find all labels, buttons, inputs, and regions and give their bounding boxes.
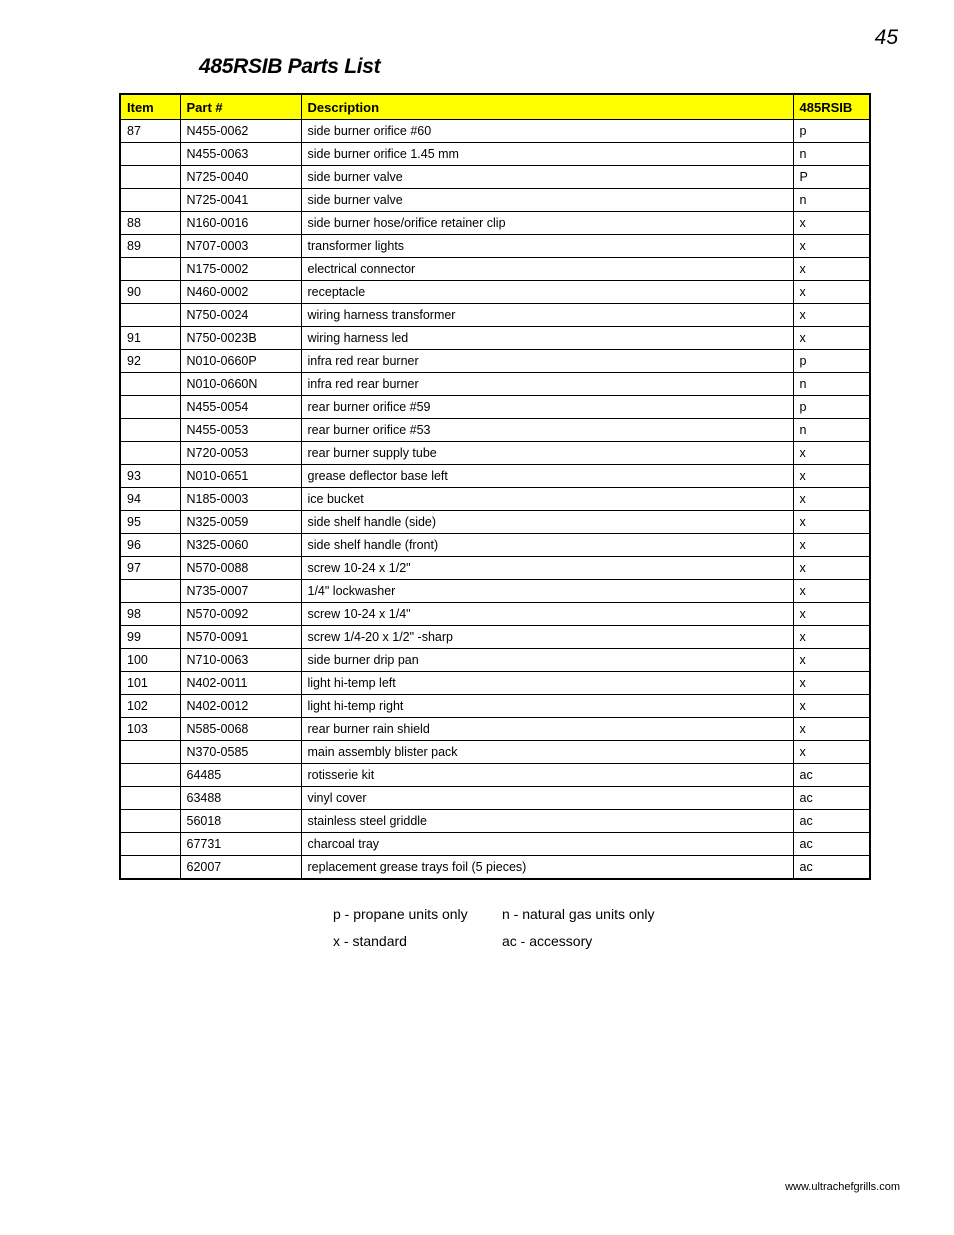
cell-model: x	[793, 304, 870, 327]
cell-description: wiring harness transformer	[301, 304, 793, 327]
cell-part-number: 63488	[180, 787, 301, 810]
table-row	[120, 419, 870, 442]
table-row	[120, 304, 870, 327]
table-row	[120, 281, 870, 304]
cell-part-number: N707-0003	[180, 235, 301, 258]
cell-item: 102	[120, 695, 180, 718]
header-part-number: Part #	[180, 94, 301, 120]
cell-item	[120, 833, 180, 856]
cell-part-number: N735-0007	[180, 580, 301, 603]
cell-item: 94	[120, 488, 180, 511]
cell-item: 96	[120, 534, 180, 557]
cell-item: 89	[120, 235, 180, 258]
table-row	[120, 465, 870, 488]
cell-description: side burner orifice 1.45 mm	[301, 143, 793, 166]
cell-part-number: N750-0024	[180, 304, 301, 327]
cell-model: ac	[793, 833, 870, 856]
cell-part-number: N370-0585	[180, 741, 301, 764]
footer-url: www.ultrachefgrills.com	[785, 1181, 900, 1193]
cell-model: ac	[793, 856, 870, 880]
cell-part-number: N570-0091	[180, 626, 301, 649]
table-row	[120, 189, 870, 212]
cell-part-number: N010-0651	[180, 465, 301, 488]
table-row	[120, 212, 870, 235]
cell-description: receptacle	[301, 281, 793, 304]
cell-part-number: N725-0040	[180, 166, 301, 189]
table-row	[120, 672, 870, 695]
cell-description: rotisserie kit	[301, 764, 793, 787]
cell-description: replacement grease trays foil (5 pieces)	[301, 856, 793, 880]
legend-standard: x - standard	[333, 933, 407, 949]
table-row	[120, 649, 870, 672]
cell-model: x	[793, 212, 870, 235]
cell-model: x	[793, 258, 870, 281]
cell-model: n	[793, 143, 870, 166]
cell-description: side burner drip pan	[301, 649, 793, 672]
table-row	[120, 856, 870, 880]
cell-item	[120, 396, 180, 419]
cell-item	[120, 419, 180, 442]
table-row	[120, 350, 870, 373]
cell-description: light hi-temp right	[301, 695, 793, 718]
table-row	[120, 258, 870, 281]
cell-part-number: N325-0059	[180, 511, 301, 534]
table-row	[120, 511, 870, 534]
table-row	[120, 327, 870, 350]
cell-item: 99	[120, 626, 180, 649]
table-row	[120, 396, 870, 419]
cell-part-number: N455-0054	[180, 396, 301, 419]
cell-item	[120, 373, 180, 396]
cell-model: x	[793, 718, 870, 741]
cell-description: side burner valve	[301, 166, 793, 189]
cell-item: 97	[120, 557, 180, 580]
cell-model: n	[793, 189, 870, 212]
table-row	[120, 580, 870, 603]
cell-part-number: N725-0041	[180, 189, 301, 212]
cell-model: x	[793, 465, 870, 488]
cell-model: x	[793, 327, 870, 350]
page-title: 485RSIB Parts List	[199, 55, 381, 78]
cell-model: x	[793, 741, 870, 764]
cell-model: x	[793, 281, 870, 304]
table-row	[120, 488, 870, 511]
cell-item	[120, 143, 180, 166]
cell-description: rear burner rain shield	[301, 718, 793, 741]
cell-model: p	[793, 396, 870, 419]
table-row	[120, 120, 870, 143]
cell-description: light hi-temp left	[301, 672, 793, 695]
cell-part-number: 56018	[180, 810, 301, 833]
cell-description: infra red rear burner	[301, 373, 793, 396]
cell-model: x	[793, 649, 870, 672]
table-row	[120, 557, 870, 580]
cell-description: 1/4" lockwasher	[301, 580, 793, 603]
cell-item	[120, 304, 180, 327]
cell-description: electrical connector	[301, 258, 793, 281]
cell-model: x	[793, 488, 870, 511]
cell-model: ac	[793, 764, 870, 787]
cell-model: n	[793, 373, 870, 396]
cell-model: n	[793, 419, 870, 442]
cell-part-number: N455-0063	[180, 143, 301, 166]
cell-part-number: N710-0063	[180, 649, 301, 672]
cell-item	[120, 166, 180, 189]
cell-description: grease deflector base left	[301, 465, 793, 488]
table-row	[120, 534, 870, 557]
cell-part-number: N720-0053	[180, 442, 301, 465]
cell-model: x	[793, 235, 870, 258]
cell-description: screw 10-24 x 1/2"	[301, 557, 793, 580]
cell-part-number: N455-0062	[180, 120, 301, 143]
cell-model: x	[793, 695, 870, 718]
cell-model: P	[793, 166, 870, 189]
cell-description: rear burner orifice #59	[301, 396, 793, 419]
cell-part-number: 64485	[180, 764, 301, 787]
table-row	[120, 235, 870, 258]
table-row	[120, 833, 870, 856]
cell-description: screw 1/4-20 x 1/2" -sharp	[301, 626, 793, 649]
cell-item	[120, 810, 180, 833]
cell-model: x	[793, 603, 870, 626]
cell-description: screw 10-24 x 1/4"	[301, 603, 793, 626]
table-row	[120, 442, 870, 465]
cell-part-number: N402-0012	[180, 695, 301, 718]
cell-part-number: N325-0060	[180, 534, 301, 557]
cell-part-number: N010-0660N	[180, 373, 301, 396]
cell-model: x	[793, 626, 870, 649]
cell-model: x	[793, 580, 870, 603]
cell-model: ac	[793, 810, 870, 833]
header-model: 485RSIB	[793, 94, 870, 120]
page-number: 45	[874, 26, 898, 49]
cell-part-number: N570-0092	[180, 603, 301, 626]
cell-part-number: N175-0002	[180, 258, 301, 281]
cell-model: p	[793, 120, 870, 143]
cell-item: 103	[120, 718, 180, 741]
cell-item	[120, 787, 180, 810]
cell-part-number: 62007	[180, 856, 301, 880]
table-row	[120, 166, 870, 189]
cell-model: x	[793, 442, 870, 465]
cell-item: 95	[120, 511, 180, 534]
cell-item: 90	[120, 281, 180, 304]
cell-description: side shelf handle (front)	[301, 534, 793, 557]
cell-part-number: N185-0003	[180, 488, 301, 511]
cell-item: 100	[120, 649, 180, 672]
table-row	[120, 718, 870, 741]
cell-item: 88	[120, 212, 180, 235]
cell-model: ac	[793, 787, 870, 810]
cell-part-number: N460-0002	[180, 281, 301, 304]
cell-description: side burner orifice #60	[301, 120, 793, 143]
cell-model: x	[793, 557, 870, 580]
table-header-row	[120, 94, 870, 120]
cell-item: 87	[120, 120, 180, 143]
cell-description: rear burner supply tube	[301, 442, 793, 465]
cell-item	[120, 189, 180, 212]
cell-description: ice bucket	[301, 488, 793, 511]
cell-part-number: N160-0016	[180, 212, 301, 235]
cell-description: stainless steel griddle	[301, 810, 793, 833]
cell-part-number: 67731	[180, 833, 301, 856]
cell-item: 98	[120, 603, 180, 626]
parts-table	[119, 93, 871, 880]
cell-part-number: N585-0068	[180, 718, 301, 741]
cell-item: 92	[120, 350, 180, 373]
header-item: Item	[120, 94, 180, 120]
parts-table-body	[120, 120, 870, 880]
table-row	[120, 764, 870, 787]
cell-item: 91	[120, 327, 180, 350]
cell-part-number: N570-0088	[180, 557, 301, 580]
table-row	[120, 741, 870, 764]
cell-description: transformer lights	[301, 235, 793, 258]
cell-item: 93	[120, 465, 180, 488]
cell-description: side shelf handle (side)	[301, 511, 793, 534]
cell-model: x	[793, 511, 870, 534]
cell-part-number: N010-0660P	[180, 350, 301, 373]
table-row	[120, 695, 870, 718]
legend-natural-gas: n - natural gas units only	[502, 906, 655, 922]
cell-item	[120, 258, 180, 281]
table-row	[120, 603, 870, 626]
table-row	[120, 626, 870, 649]
cell-item	[120, 442, 180, 465]
cell-description: charcoal tray	[301, 833, 793, 856]
table-row	[120, 373, 870, 396]
cell-description: side burner hose/orifice retainer clip	[301, 212, 793, 235]
legend-accessory: ac - accessory	[502, 933, 593, 949]
cell-item	[120, 580, 180, 603]
cell-description: side burner valve	[301, 189, 793, 212]
cell-description: vinyl cover	[301, 787, 793, 810]
cell-model: x	[793, 672, 870, 695]
cell-part-number: N402-0011	[180, 672, 301, 695]
table-row	[120, 143, 870, 166]
cell-item: 101	[120, 672, 180, 695]
cell-item	[120, 741, 180, 764]
cell-model: p	[793, 350, 870, 373]
cell-description: infra red rear burner	[301, 350, 793, 373]
cell-part-number: N750-0023B	[180, 327, 301, 350]
cell-item	[120, 856, 180, 880]
header-description: Description	[301, 94, 793, 120]
cell-description: wiring harness led	[301, 327, 793, 350]
cell-item	[120, 764, 180, 787]
cell-description: main assembly blister pack	[301, 741, 793, 764]
legend-propane: p - propane units only	[333, 906, 468, 922]
cell-model: x	[793, 534, 870, 557]
table-row	[120, 810, 870, 833]
table-row	[120, 787, 870, 810]
cell-part-number: N455-0053	[180, 419, 301, 442]
cell-description: rear burner orifice #53	[301, 419, 793, 442]
